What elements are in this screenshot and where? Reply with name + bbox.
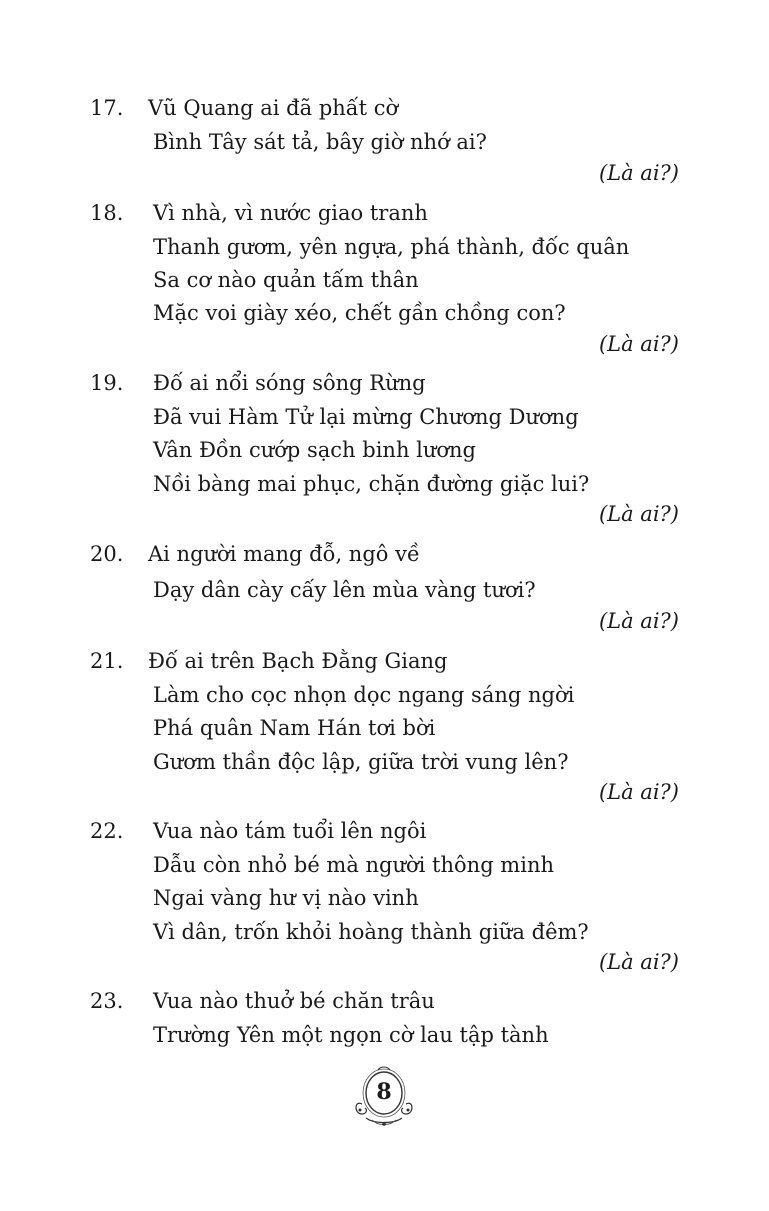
answer-prompt: (Là ai?) [598, 502, 679, 526]
riddle-line: Vì dân, trốn khỏi hoàng thành giữa đêm? [153, 920, 589, 944]
riddle-number: 20. [90, 542, 124, 566]
riddle-line: Vì nhà, vì nước giao tranh [153, 201, 428, 225]
answer-prompt: (Là ai?) [598, 780, 679, 804]
riddle-number: 19. [90, 371, 124, 395]
answer-prompt: (Là ai?) [598, 609, 679, 633]
riddle-line: Làm cho cọc nhọn dọc ngang sáng ngời [153, 683, 575, 707]
riddle-line: Vân Đồn cướp sạch binh lương [153, 438, 476, 462]
riddle-number: 22. [90, 819, 124, 843]
riddle-line: Vua nào tám tuổi lên ngôi [153, 819, 427, 843]
riddle-line: Đố ai nổi sóng sông Rừng [153, 371, 426, 395]
page-number: 8 [376, 1079, 392, 1105]
riddle-line: Ai người mang đỗ, ngô về [148, 542, 420, 566]
riddle-line: Đố ai trên Bạch Đằng Giang [148, 649, 448, 673]
riddle-line: Đã vui Hàm Tử lại mừng Chương Dương [153, 405, 579, 429]
riddle-line: Gươm thần độc lập, giữa trời vung lên? [153, 750, 569, 774]
riddle-line: Trường Yên một ngọn cờ lau tập tành [153, 1023, 549, 1047]
answer-prompt: (Là ai?) [598, 161, 679, 185]
riddle-line: Dẫu còn nhỏ bé mà người thông minh [153, 853, 554, 877]
riddle-line: Thanh gươm, yên ngựa, phá thành, đốc quân [153, 235, 630, 259]
riddle-number: 23. [90, 989, 124, 1013]
riddle-line: Phá quân Nam Hán tơi bời [153, 716, 436, 740]
riddle-line: Bình Tây sát tả, bây giờ nhớ ai? [153, 130, 487, 154]
riddle-line: Sa cơ nào quản tấm thân [153, 268, 419, 292]
answer-prompt: (Là ai?) [598, 332, 679, 356]
riddle-line: Nồi bàng mai phục, chặn đường giặc lui? [153, 472, 590, 496]
riddle-line: Vua nào thuở bé chăn trâu [153, 989, 435, 1013]
riddle-line: Vũ Quang ai đã phất cờ [148, 96, 399, 120]
riddle-number: 18. [90, 201, 124, 225]
riddle-line: Dạy dân cày cấy lên mùa vàng tươi? [153, 578, 536, 602]
riddle-line: Mặc voi giày xéo, chết gần chồng con? [153, 301, 566, 325]
answer-prompt: (Là ai?) [598, 950, 679, 974]
riddle-number: 17. [90, 96, 124, 120]
riddle-number: 21. [90, 649, 124, 673]
riddle-line: Ngai vàng hư vị nào vinh [153, 886, 419, 910]
